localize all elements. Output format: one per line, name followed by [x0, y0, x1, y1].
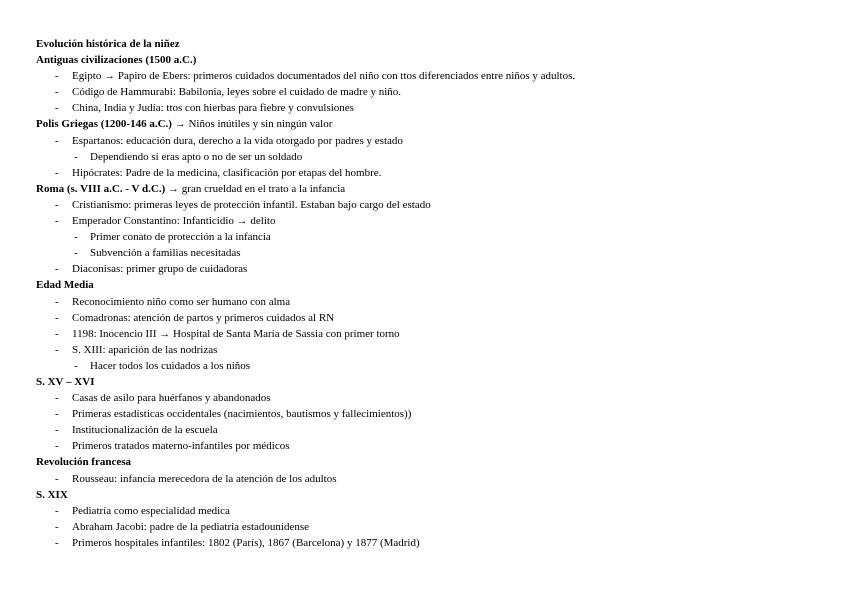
bullet-dash: - [55, 520, 59, 533]
list-item [36, 84, 836, 100]
section-heading-title: Antiguas civilizaciones (1500 a.C.) [36, 54, 197, 67]
section-heading-title: Edad Media [36, 279, 94, 292]
list-item [36, 294, 836, 310]
bullet-dash: - [55, 472, 59, 485]
bullet-dash: - [55, 504, 59, 517]
bullet-dash: - [55, 343, 59, 356]
section-heading [36, 374, 836, 390]
bullet-dash: - [55, 215, 59, 228]
bullet-dash: - [55, 536, 59, 549]
bullet-dash: - [55, 424, 59, 437]
list-item [36, 390, 836, 406]
list-item [36, 165, 836, 181]
list-item-text: 1198: Inocencio III → Hospital de Santa María de Sassia con primer torno [72, 327, 400, 340]
bullet-dash: - [55, 295, 59, 308]
section-heading-title: Roma (s. VIII a.C. - V d.C.) [36, 182, 166, 195]
section-heading-title: Revolución francesa [36, 456, 132, 469]
sub-list-item-text: Hacer todos los cuidados a los niños [90, 359, 251, 372]
bullet-dash: - [55, 70, 59, 83]
bullet-dash: - [74, 150, 78, 163]
list-item-text: Reconocimiento niño como ser humano con alma [72, 295, 291, 308]
sub-list-item [36, 229, 836, 245]
document-page [36, 36, 836, 551]
list-item-text: Abraham Jacobi: padre de la pediatría estadounidense [72, 520, 310, 533]
list-item [36, 197, 836, 213]
bullet-dash: - [55, 440, 59, 453]
bullet-dash: - [55, 392, 59, 405]
section-heading [36, 277, 836, 293]
section-heading [36, 116, 836, 132]
list-item [36, 535, 836, 551]
bullet-dash: - [74, 359, 78, 372]
sub-list-item [36, 245, 836, 261]
list-item [36, 342, 836, 358]
list-item-text: Institucionalización de la escuela [72, 424, 218, 437]
bullet-dash: - [55, 166, 59, 179]
list-item [36, 503, 836, 519]
section-heading-title: S. XIX [36, 488, 68, 501]
sub-list-item [36, 149, 836, 165]
list-item [36, 326, 836, 342]
list-item [36, 100, 836, 116]
list-item-text: Rousseau: infancia merecedora de la atención de los adultos [72, 472, 337, 485]
list-item-text: Primeros hospitales infantiles: 1802 (París), 1867 (Barcelona) y 1877 (Madrid) [72, 536, 420, 549]
bullet-dash: - [55, 86, 59, 99]
list-item-text: Casas de asilo para huérfanos y abandonados [72, 392, 271, 405]
section-heading-title: S. XV – XVI [36, 375, 95, 388]
document-title: Evolución histórica de la niñez [36, 38, 180, 50]
list-item [36, 310, 836, 326]
list-item [36, 261, 836, 277]
bullet-dash: - [74, 247, 78, 260]
list-item-text: Egipto → Papiro de Ebers: primeros cuidados documentados del niño con ttos diferenciados entre niños y adultos. [72, 70, 576, 83]
bullet-dash: - [55, 311, 59, 324]
section-heading [36, 487, 836, 503]
list-item-text: Cristianismo: primeras leyes de protección infantil. Estaban bajo cargo del estado [72, 198, 431, 211]
list-item [36, 133, 836, 149]
list-item-text: Primeros tratados materno-infantiles por médicos [72, 440, 290, 453]
bullet-dash: - [55, 102, 59, 115]
list-item-text: Comadronas: atención de partos y primeros cuidados al RN [72, 311, 335, 324]
sub-list-item-text: Primer conato de protección a la infancia [90, 231, 271, 244]
bullet-dash: - [55, 263, 59, 276]
section-heading [36, 181, 836, 197]
list-item-text: Código de Hammurabi: Babilonia, leyes sobre el cuidado de madre y niño. [72, 86, 402, 99]
list-item [36, 471, 836, 487]
list-item [36, 213, 836, 229]
list-item [36, 422, 836, 438]
list-item [36, 438, 836, 454]
sub-list-item [36, 358, 836, 374]
list-item [36, 406, 836, 422]
list-item-text: Emperador Constantino: Infanticidio → delito [72, 215, 276, 228]
bullet-dash: - [55, 327, 59, 340]
section-heading [36, 454, 836, 470]
list-item-text: Primeras estadísticas occidentales (nacimientos, bautismos y fallecimientos)) [72, 408, 412, 421]
bullet-dash: - [74, 231, 78, 244]
section-heading-tail: → Niños inútiles y sin ningún valor [171, 118, 333, 131]
bullet-dash: - [55, 408, 59, 421]
list-item-text: China, India y Judía: ttos con hierbas para fiebre y convulsiones [72, 102, 354, 115]
list-item-text: Espartanos: educación dura, derecho a la vida otorgado por padres y estado [72, 134, 403, 147]
section-heading-tail: → gran crueldad en el trato a la infancia [165, 182, 346, 195]
list-item-text: Pediatría como especialidad medica [72, 504, 230, 517]
sub-list-item-text: Subvención a familias necesitadas [90, 247, 241, 260]
sections-container [36, 52, 836, 551]
sub-list-item-text: Dependiendo si eras apto o no de ser un soldado [90, 150, 303, 163]
list-item-text: Diaconisas: primer grupo de cuidadoras [72, 263, 248, 276]
list-item [36, 68, 836, 84]
list-item-text: S. XIII: aparición de las nodrizas [72, 343, 218, 356]
list-item-text: Hipócrates: Padre de la medicina, clasificación por etapas del hombre. [72, 166, 382, 179]
bullet-dash: - [55, 198, 59, 211]
section-heading [36, 52, 836, 68]
bullet-dash: - [55, 134, 59, 147]
section-heading-title: Polis Griegas (1200-146 a.C.) [36, 118, 172, 131]
list-item [36, 519, 836, 535]
